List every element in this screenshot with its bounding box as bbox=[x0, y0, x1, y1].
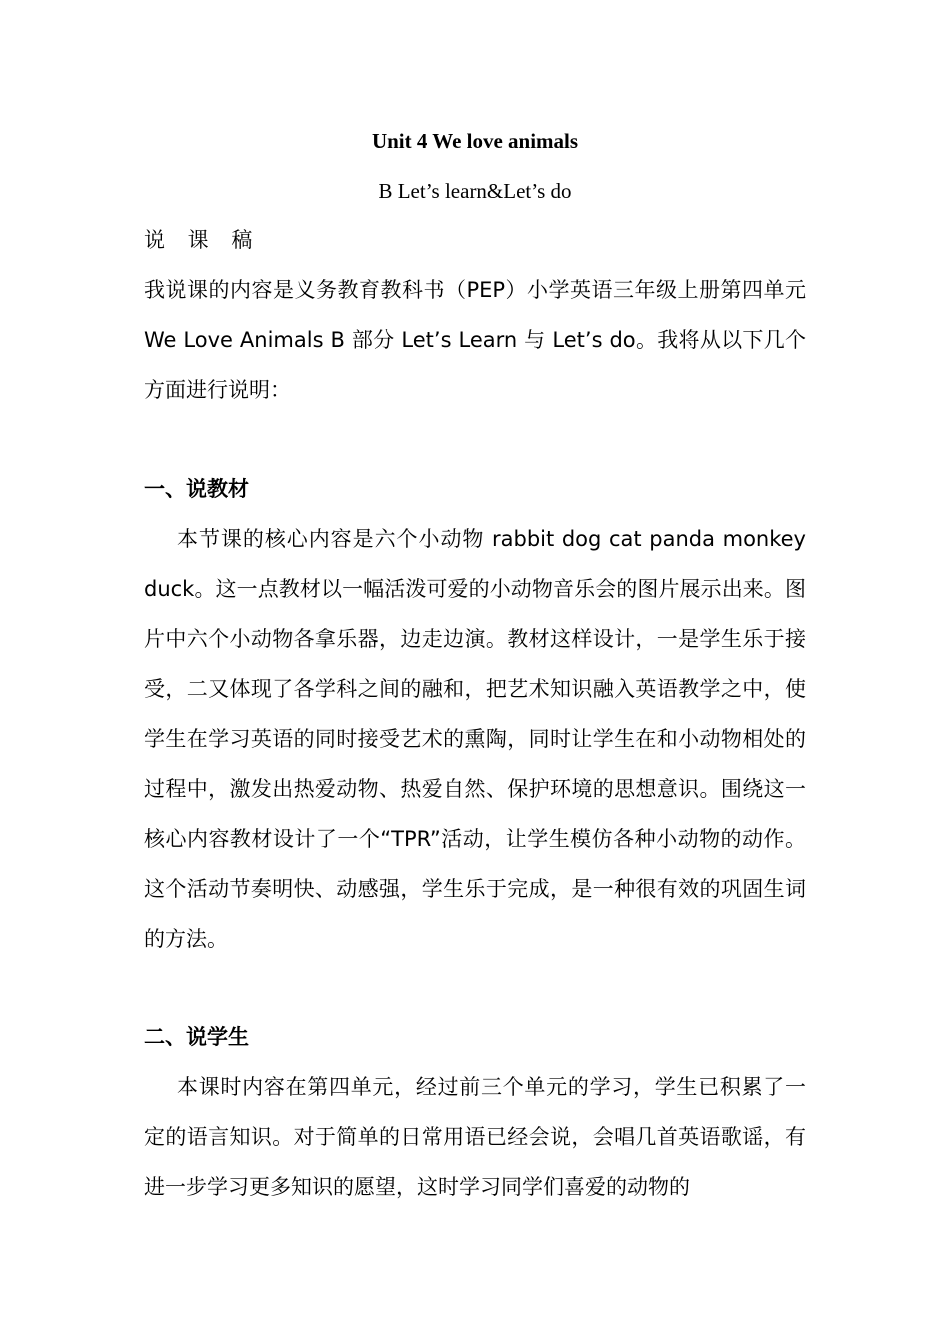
section-heading-students: 二、说学生 bbox=[144, 1025, 249, 1049]
section-body-textbook: 本节课的核心内容是六个小动物 rabbit dog cat panda monkey duck。这一点教材以一幅活泼可爱的小动物音乐会的图片展示出来。图片中六个小动物各拿乐器，边走边演。教材这样设计，一是学生乐于接受，二又体现了各学科之间的融和，把艺术知识融入英语教学之中，使学生在学习英语的同时接受艺术的熏陶，同时让学生在和小动物相处的过程中，激发出热爱动物、热爱自然、保护环境的思想意识。围绕这一核心内容教材设计了一个“TPR”活动，让学生模仿各种小动物的动作。这个活动节奏明快、动感强，学生乐于完成，是一种很有效的巩固生词的方法。 bbox=[144, 527, 806, 951]
intro-paragraph: 我说课的内容是义务教育教科书（PEP）小学英语三年级上册第四单元 We Love Animals B 部分 Let’s Learn 与 Let’s do。我将从以下几个方面进行说明： bbox=[144, 278, 806, 402]
document-title: Unit 4 We love animals bbox=[371, 129, 579, 153]
section-heading-textbook: 一、说教材 bbox=[144, 477, 249, 501]
document-subtitle: B Let’s learn&Let’s do bbox=[378, 179, 572, 203]
section-body-students: 本课时内容在第四单元，经过前三个单元的学习，学生已积累了一定的语言知识。对于简单的日常用语已经会说，会唱几首英语歌谣，有进一步学习更多知识的愿望，这时学习同学们喜爱的动物的 bbox=[144, 1075, 806, 1199]
document-type-label: 说 课 稿 bbox=[144, 228, 261, 252]
